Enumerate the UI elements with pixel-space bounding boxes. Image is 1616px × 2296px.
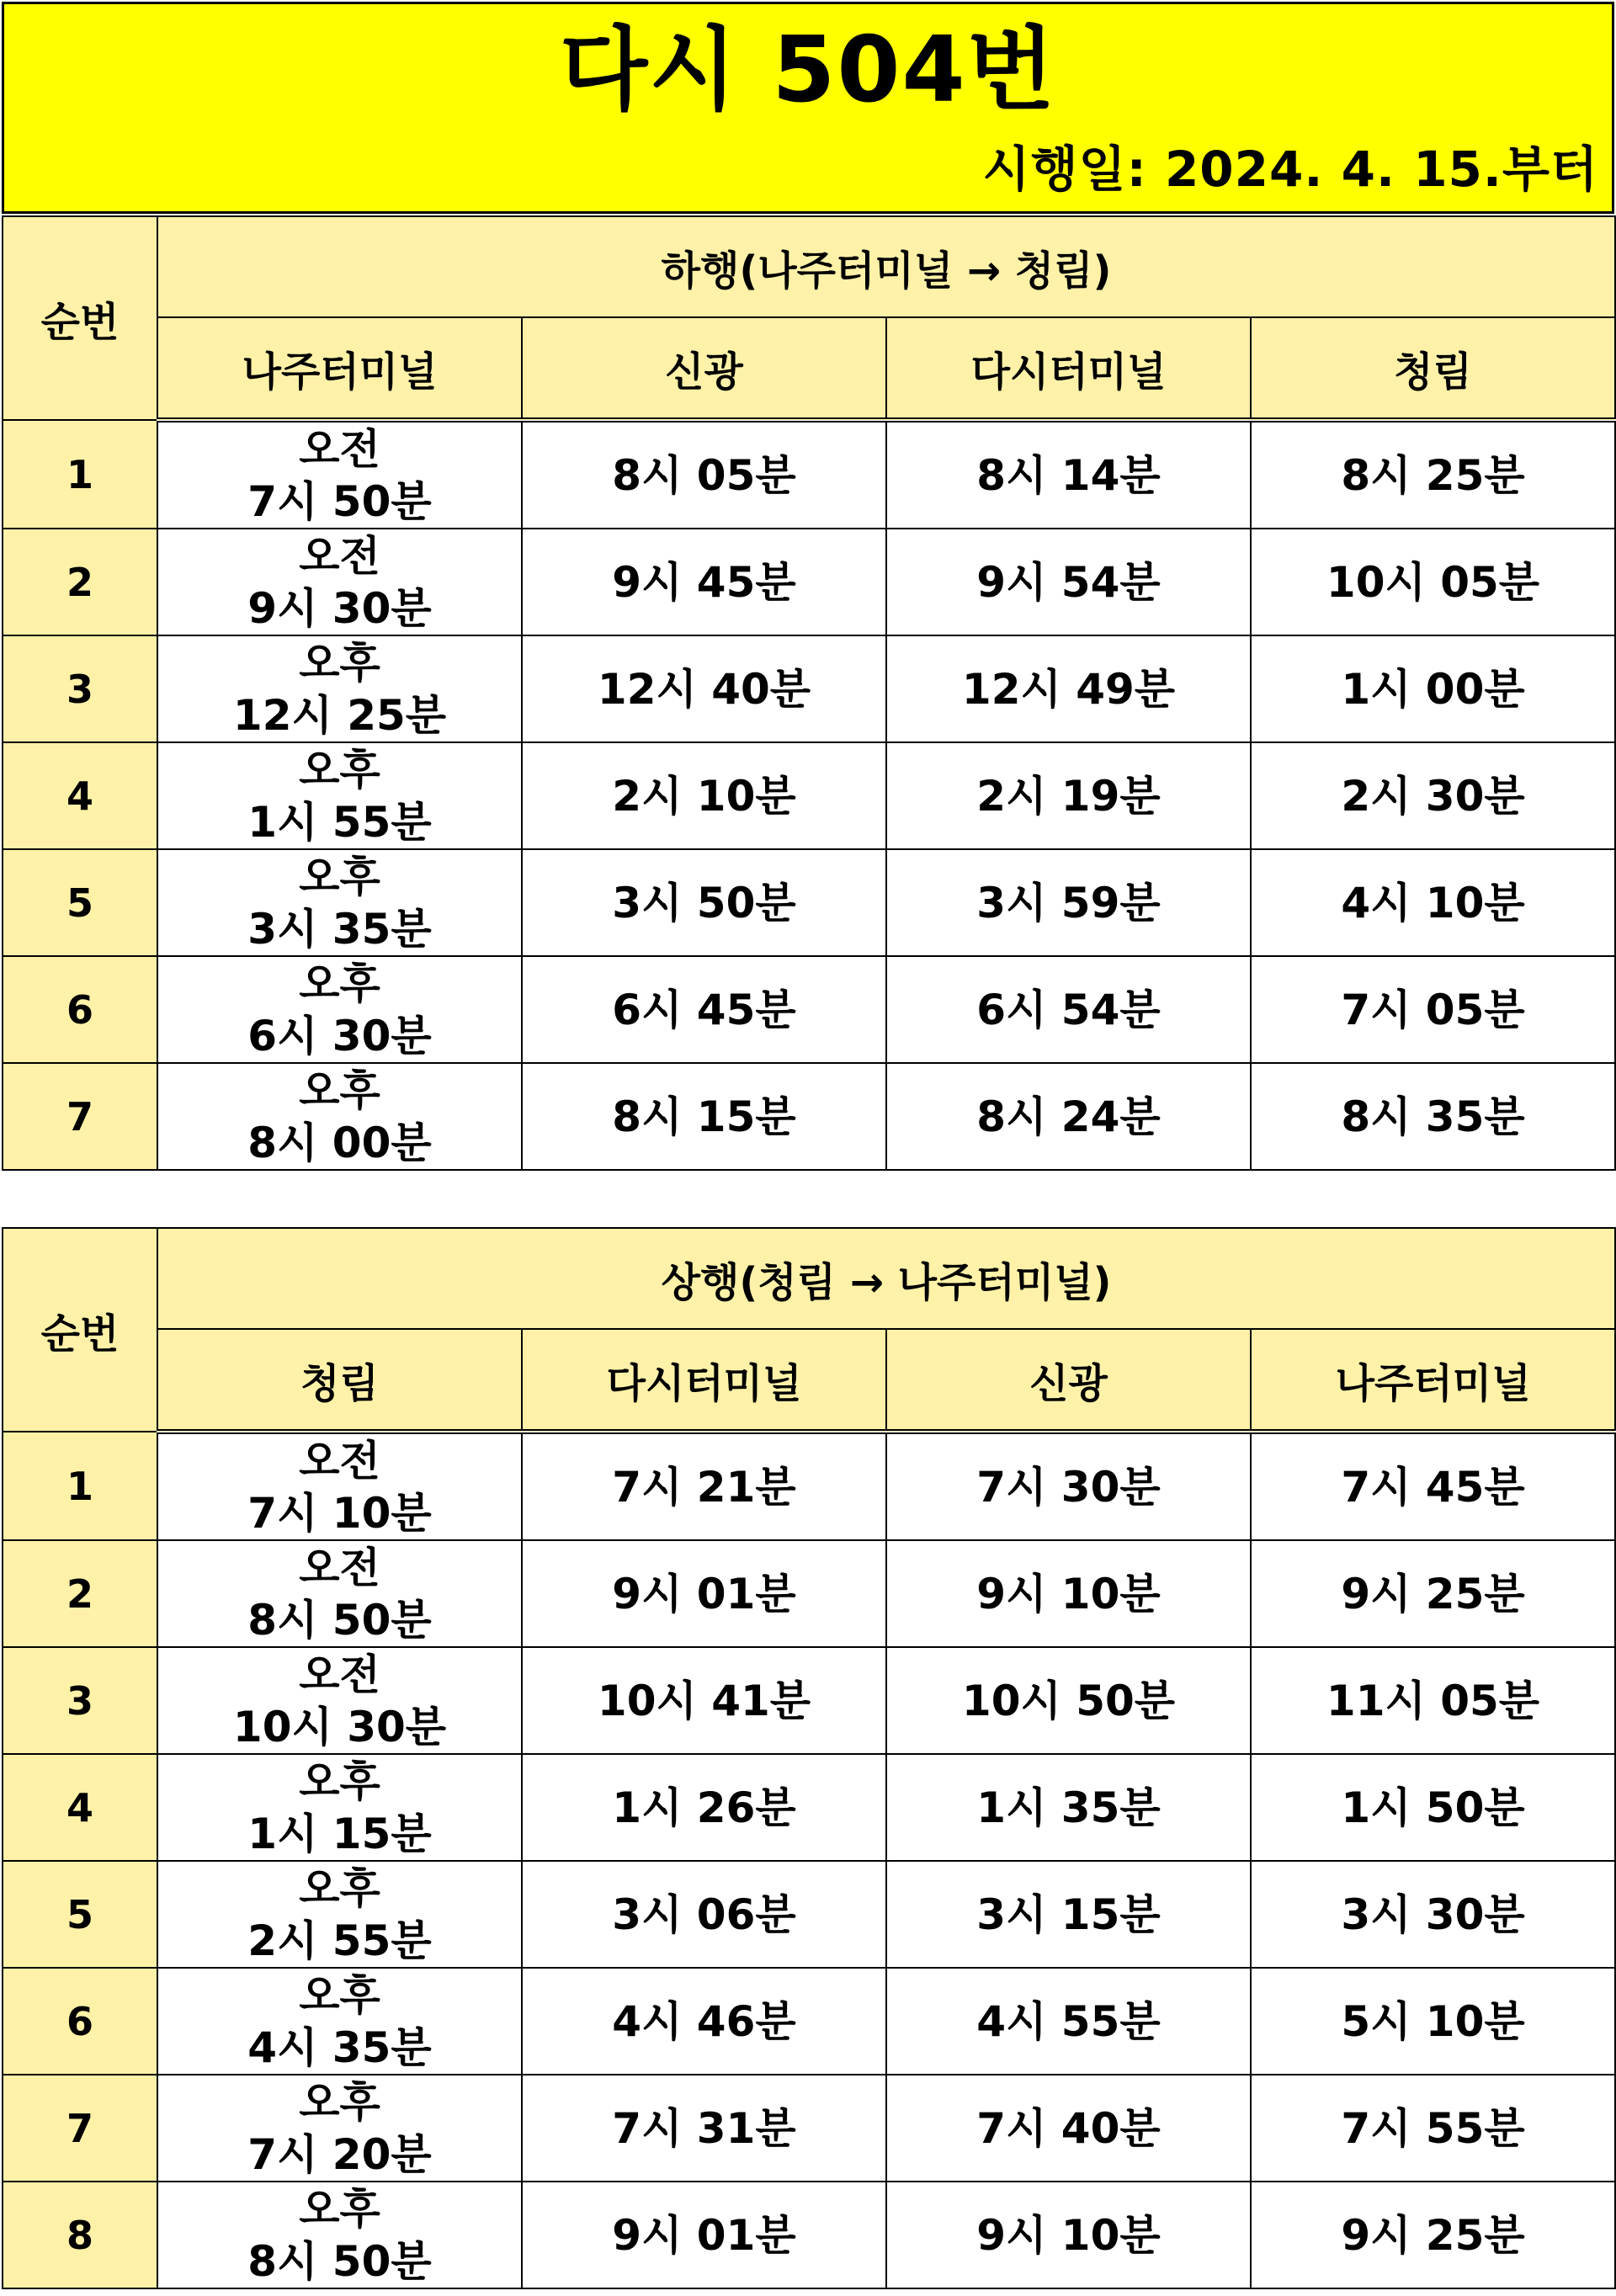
stop-header: 나주터미널 <box>157 317 522 420</box>
time-cell: 9시 01분 <box>522 1540 886 1647</box>
departure-time: 4시 35분 <box>247 2022 432 2072</box>
departure-cell <box>157 1063 522 1170</box>
stop-header: 청림 <box>1251 317 1615 420</box>
departure-cell <box>157 1861 522 1968</box>
time-cell: 6시 45분 <box>522 956 886 1063</box>
row-number: 5 <box>3 849 157 956</box>
timetable-down <box>2 215 1616 1171</box>
row-number: 7 <box>3 1063 157 1170</box>
time-cell: 6시 54분 <box>886 956 1251 1063</box>
time-cell: 7시 05분 <box>1251 956 1615 1063</box>
time-cell: 9시 25분 <box>1251 1540 1615 1647</box>
departure-time: 7시 50분 <box>247 476 432 526</box>
timetable-up <box>2 1227 1616 2289</box>
table-row <box>3 956 1615 1063</box>
departure-time: 8시 50분 <box>247 2236 432 2286</box>
departure-time: 1시 15분 <box>247 1809 432 1858</box>
time-cell: 1시 35분 <box>886 1754 1251 1861</box>
seq-header: 순번 <box>3 216 157 420</box>
time-cell: 7시 45분 <box>1251 1432 1615 1540</box>
time-cell: 9시 25분 <box>1251 2182 1615 2288</box>
time-cell: 8시 24분 <box>886 1063 1251 1170</box>
direction-header: 하행(나주터미널 → 청림) <box>157 216 1615 317</box>
departure-cell <box>157 1968 522 2075</box>
departure-cell <box>157 742 522 849</box>
effective-date: 시행일: 2024. 4. 15.부터 <box>982 141 1598 198</box>
time-cell: 7시 55분 <box>1251 2075 1615 2182</box>
time-cell: 5시 10분 <box>1251 1968 1615 2075</box>
table-row <box>3 1647 1615 1754</box>
title-banner <box>2 2 1614 214</box>
ampm-label: 오후 <box>299 745 380 795</box>
time-cell: 4시 55분 <box>886 1968 1251 2075</box>
time-cell: 7시 30분 <box>886 1432 1251 1540</box>
table-row <box>3 1861 1615 1968</box>
time-cell: 7시 21분 <box>522 1432 886 1540</box>
table-row <box>3 1063 1615 1170</box>
time-cell: 2시 19분 <box>886 742 1251 849</box>
time-cell: 7시 40분 <box>886 2075 1251 2182</box>
table-row <box>3 2182 1615 2288</box>
ampm-label: 오후 <box>299 1863 380 1913</box>
table-row <box>3 420 1615 529</box>
ampm-label: 오전 <box>299 1543 380 1592</box>
ampm-label: 오전 <box>299 424 380 474</box>
table-row <box>3 1754 1615 1861</box>
departure-cell <box>157 2182 522 2288</box>
ampm-label: 오후 <box>299 1970 380 2020</box>
time-cell: 10시 41분 <box>522 1647 886 1754</box>
ampm-label: 오후 <box>299 852 380 901</box>
stop-header: 다시터미널 <box>886 317 1251 420</box>
time-cell: 12시 40분 <box>522 635 886 742</box>
stop-header: 나주터미널 <box>1251 1329 1615 1432</box>
time-cell: 10시 50분 <box>886 1647 1251 1754</box>
departure-cell <box>157 420 522 529</box>
table-row <box>3 849 1615 956</box>
ampm-label: 오전 <box>299 1436 380 1485</box>
row-number: 4 <box>3 1754 157 1861</box>
departure-cell <box>157 849 522 956</box>
time-cell: 10시 05분 <box>1251 529 1615 635</box>
time-cell: 9시 54분 <box>886 529 1251 635</box>
time-cell: 8시 35분 <box>1251 1063 1615 1170</box>
departure-cell <box>157 1647 522 1754</box>
stop-header: 신광 <box>522 317 886 420</box>
table-row <box>3 1432 1615 1540</box>
table-row <box>3 742 1615 849</box>
row-number: 5 <box>3 1861 157 1968</box>
time-cell: 8시 14분 <box>886 420 1251 529</box>
row-number: 4 <box>3 742 157 849</box>
row-number: 2 <box>3 529 157 635</box>
stop-header: 청림 <box>157 1329 522 1432</box>
departure-cell <box>157 956 522 1063</box>
page-title: 다시 504번 <box>559 18 1057 123</box>
departure-cell <box>157 635 522 742</box>
departure-time: 3시 35분 <box>247 904 432 954</box>
table-row <box>3 635 1615 742</box>
row-number: 2 <box>3 1540 157 1647</box>
time-cell: 1시 50분 <box>1251 1754 1615 1861</box>
ampm-label: 오후 <box>299 2077 380 2127</box>
row-number: 1 <box>3 420 157 529</box>
departure-time: 2시 55분 <box>247 1916 432 1965</box>
ampm-label: 오후 <box>299 1066 380 1115</box>
time-cell: 1시 26분 <box>522 1754 886 1861</box>
departure-time: 7시 10분 <box>247 1488 432 1538</box>
table-row <box>3 1540 1615 1647</box>
row-number: 6 <box>3 1968 157 2075</box>
time-cell: 8시 15분 <box>522 1063 886 1170</box>
row-number: 6 <box>3 956 157 1063</box>
time-cell: 7시 31분 <box>522 2075 886 2182</box>
time-cell: 11시 05분 <box>1251 1647 1615 1754</box>
seq-header: 순번 <box>3 1228 157 1432</box>
row-number: 7 <box>3 2075 157 2182</box>
ampm-label: 오후 <box>299 638 380 688</box>
table-row <box>3 529 1615 635</box>
time-cell: 3시 30분 <box>1251 1861 1615 1968</box>
departure-time: 1시 55분 <box>247 797 432 847</box>
ampm-label: 오후 <box>299 959 380 1008</box>
departure-time: 7시 20분 <box>247 2129 432 2179</box>
time-cell: 4시 46분 <box>522 1968 886 2075</box>
departure-cell <box>157 1540 522 1647</box>
stop-header: 신광 <box>886 1329 1251 1432</box>
time-cell: 2시 10분 <box>522 742 886 849</box>
time-cell: 2시 30분 <box>1251 742 1615 849</box>
time-cell: 8시 25분 <box>1251 420 1615 529</box>
departure-time: 9시 30분 <box>247 583 432 633</box>
row-number: 3 <box>3 635 157 742</box>
time-cell: 3시 50분 <box>522 849 886 956</box>
row-number: 8 <box>3 2182 157 2288</box>
time-cell: 1시 00분 <box>1251 635 1615 742</box>
ampm-label: 오전 <box>299 531 380 581</box>
departure-time: 6시 30분 <box>247 1011 432 1060</box>
time-cell: 12시 49분 <box>886 635 1251 742</box>
table-row <box>3 2075 1615 2182</box>
stop-header: 다시터미널 <box>522 1329 886 1432</box>
time-cell: 9시 10분 <box>886 1540 1251 1647</box>
time-cell: 3시 15분 <box>886 1861 1251 1968</box>
departure-time: 8시 00분 <box>247 1118 432 1167</box>
departure-cell <box>157 1754 522 1861</box>
time-cell: 3시 06분 <box>522 1861 886 1968</box>
departure-cell <box>157 2075 522 2182</box>
row-number: 3 <box>3 1647 157 1754</box>
departure-cell <box>157 529 522 635</box>
direction-header: 상행(청림 → 나주터미널) <box>157 1228 1615 1329</box>
departure-cell <box>157 1432 522 1540</box>
time-cell: 4시 10분 <box>1251 849 1615 956</box>
ampm-label: 오전 <box>299 1650 380 1699</box>
table-row <box>3 1968 1615 2075</box>
ampm-label: 오후 <box>299 2184 380 2234</box>
time-cell: 9시 45분 <box>522 529 886 635</box>
departure-time: 12시 25분 <box>232 690 447 740</box>
time-cell: 9시 10분 <box>886 2182 1251 2288</box>
departure-time: 8시 50분 <box>247 1595 432 1645</box>
departure-time: 10시 30분 <box>232 1702 447 1751</box>
ampm-label: 오후 <box>299 1757 380 1806</box>
row-number: 1 <box>3 1432 157 1540</box>
time-cell: 3시 59분 <box>886 849 1251 956</box>
time-cell: 9시 01분 <box>522 2182 886 2288</box>
time-cell: 8시 05분 <box>522 420 886 529</box>
